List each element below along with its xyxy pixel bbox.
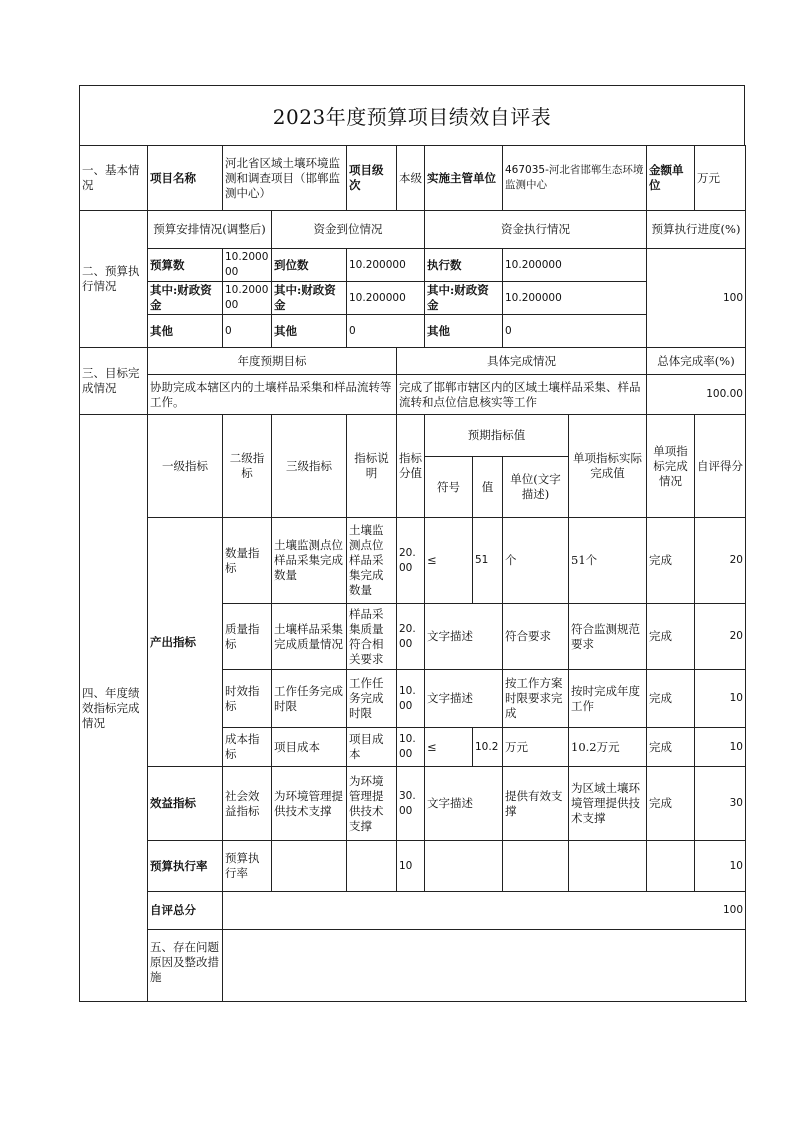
header-value: 值: [473, 457, 503, 518]
budget-rate-symbol: [425, 841, 503, 892]
budget-rate-actual: [569, 841, 647, 892]
row-unit: 按工作方案时限要求完成: [503, 670, 569, 728]
header-actual: 单项指标实际完成值: [569, 415, 647, 518]
budget-row: [80, 282, 746, 315]
annual-header: 年度预期目标: [148, 348, 397, 375]
level-value: 本级: [397, 146, 425, 211]
evaluation-table: [79, 145, 746, 1002]
budget-value: 0: [223, 315, 272, 348]
budget-rate-desc: [347, 841, 397, 892]
header-symbol: 符号: [425, 457, 473, 518]
row-l2: 质量指标: [223, 604, 272, 670]
row-desc: 项目成本: [347, 728, 397, 767]
row-score: 30.00: [397, 767, 425, 841]
budget-label: 预算数: [148, 249, 223, 282]
row-unit: 符合要求: [503, 604, 569, 670]
budget-label: 其中:财政资金: [148, 282, 223, 315]
issues-section-label: 五、存在问题原因及整改措施: [148, 930, 223, 1002]
arrival-value: 10.200000: [347, 282, 425, 315]
row-value: 51: [473, 518, 503, 604]
header-l3: 三级指标: [272, 415, 347, 518]
budget-row: [80, 249, 746, 282]
row-score: 20.00: [397, 604, 425, 670]
row-desc: 样品采集质量符合相关要求: [347, 604, 397, 670]
budget-rate-label: 预算执行率: [148, 841, 223, 892]
budget-rate-self: 10: [695, 841, 746, 892]
row-symbol: 文字描述: [425, 604, 503, 670]
arrival-value: 0: [347, 315, 425, 348]
exec-value: 10.200000: [503, 282, 647, 315]
header-unit: 单位(文字描述): [503, 457, 569, 518]
row-desc: 土壤监测点位样品采集完成数量: [347, 518, 397, 604]
row-l3: 土壤监测点位样品采集完成数量: [272, 518, 347, 604]
row-symbol: ≤: [425, 518, 473, 604]
exec-label: 执行数: [425, 249, 503, 282]
row-desc: 为环境管理提供技术支撑: [347, 767, 397, 841]
project-name-label: 项目名称: [148, 146, 223, 211]
row-status: 完成: [647, 728, 695, 767]
row-unit: 个: [503, 518, 569, 604]
row-l3: 工作任务完成时限: [272, 670, 347, 728]
budget-rate-row: [80, 841, 746, 892]
level-label: 项目级次: [347, 146, 397, 211]
budget-rate-status: [647, 841, 695, 892]
header-self: 自评得分: [695, 415, 746, 518]
header-l1: 一级指标: [148, 415, 223, 518]
budget-rate-l3: [272, 841, 347, 892]
unit-value: 467035-河北省邯郸生态环境监测中心: [503, 146, 647, 211]
row-score: 10.00: [397, 728, 425, 767]
row-actual: 符合监测规范要求: [569, 604, 647, 670]
rate-value: 100.00: [647, 375, 746, 415]
row-l3: 项目成本: [272, 728, 347, 767]
rate-header: 总体完成率(%): [647, 348, 746, 375]
exec-value: 10.200000: [503, 249, 647, 282]
issues-content: [223, 930, 746, 1002]
basic-section-label: 一、基本情况: [80, 146, 148, 211]
exec-value: 0: [503, 315, 647, 348]
indicator-row: [80, 518, 746, 604]
arrival-label: 其中:财政资金: [272, 282, 347, 315]
total-value: 100: [223, 892, 746, 930]
row-self: 20: [695, 604, 746, 670]
row-unit: 提供有效支撑: [503, 767, 569, 841]
row-l2: 时效指标: [223, 670, 272, 728]
row-score: 10.00: [397, 670, 425, 728]
row-self: 10: [695, 728, 746, 767]
actual-completion: 完成了邯郸市辖区内的区域土壤样品采集、样品流转和点位信息核实等工作: [397, 375, 647, 415]
row-self: 30: [695, 767, 746, 841]
arrange-header: 预算安排情况(调整后): [148, 211, 272, 249]
row-symbol: ≤: [425, 728, 473, 767]
row-status: 完成: [647, 767, 695, 841]
row-score: 20.00: [397, 518, 425, 604]
budget-section-label: 二、预算执行情况: [80, 211, 148, 348]
row-symbol: 文字描述: [425, 767, 503, 841]
budget-rate-l2: 预算执行率: [223, 841, 272, 892]
header-score: 指标分值: [397, 415, 425, 518]
row-status: 完成: [647, 670, 695, 728]
benefit-label: 效益指标: [148, 767, 223, 841]
output-label: 产出指标: [148, 518, 223, 767]
row-actual: 按时完成年度工作: [569, 670, 647, 728]
header-status: 单项指标完成情况: [647, 415, 695, 518]
row-l3: 为环境管理提供技术支撑: [272, 767, 347, 841]
actual-header: 具体完成情况: [397, 348, 647, 375]
issues-row: [80, 930, 746, 1002]
exec-label: 其他: [425, 315, 503, 348]
arrival-header: 资金到位情况: [272, 211, 425, 249]
row-l3: 土壤样品采集完成质量情况: [272, 604, 347, 670]
budget-value: 10.200000: [223, 282, 272, 315]
goal-section-label: 三、目标完成情况: [80, 348, 148, 415]
row-self: 10: [695, 670, 746, 728]
row-value: 10.2: [473, 728, 503, 767]
row-status: 完成: [647, 518, 695, 604]
progress-value: 100: [647, 249, 746, 348]
budget-rate-unit: [503, 841, 569, 892]
basic-row: [80, 146, 746, 211]
annual-goal: 协助完成本辖区内的土壤样品采集和样品流转等工作。: [148, 375, 397, 415]
evaluation-sheet: [79, 85, 745, 1002]
row-l2: 成本指标: [223, 728, 272, 767]
row-l2: 数量指标: [223, 518, 272, 604]
unit-label: 实施主管单位: [425, 146, 503, 211]
row-actual: 为区域土壤环境管理提供技术支撑: [569, 767, 647, 841]
arrival-value: 10.200000: [347, 249, 425, 282]
benefit-row: [80, 767, 746, 841]
progress-header: 预算执行进度(%): [647, 211, 746, 249]
indicator-section-label: 四、年度绩效指标完成情况: [80, 415, 148, 1002]
budget-rate-score: 10: [397, 841, 425, 892]
arrival-label: 其他: [272, 315, 347, 348]
goal-header-row: [80, 348, 746, 375]
exec-header: 资金执行情况: [425, 211, 647, 249]
budget-value: 10.200000: [223, 249, 272, 282]
budget-header-row: [80, 211, 746, 249]
budget-row: [80, 315, 746, 348]
arrival-label: 到位数: [272, 249, 347, 282]
row-actual: 10.2万元: [569, 728, 647, 767]
row-status: 完成: [647, 604, 695, 670]
row-unit: 万元: [503, 728, 569, 767]
project-name: 河北省区域土壤环境监测和调查项目（邯郸监测中心）: [223, 146, 347, 211]
exec-label: 其中:财政资金: [425, 282, 503, 315]
page-title: 2023年度预算项目绩效自评表: [79, 85, 745, 145]
row-l2: 社会效益指标: [223, 767, 272, 841]
budget-label: 其他: [148, 315, 223, 348]
header-l2: 二级指标: [223, 415, 272, 518]
header-expected: 预期指标值: [425, 415, 569, 457]
amount-unit-value: 万元: [695, 146, 746, 211]
amount-unit-label: 金额单位: [647, 146, 695, 211]
row-desc: 工作任务完成时限: [347, 670, 397, 728]
indicator-header-row: [80, 415, 746, 457]
total-row: [80, 892, 746, 930]
total-label: 自评总分: [148, 892, 223, 930]
goal-row: [80, 375, 746, 415]
row-actual: 51个: [569, 518, 647, 604]
row-self: 20: [695, 518, 746, 604]
header-desc: 指标说明: [347, 415, 397, 518]
row-symbol: 文字描述: [425, 670, 503, 728]
